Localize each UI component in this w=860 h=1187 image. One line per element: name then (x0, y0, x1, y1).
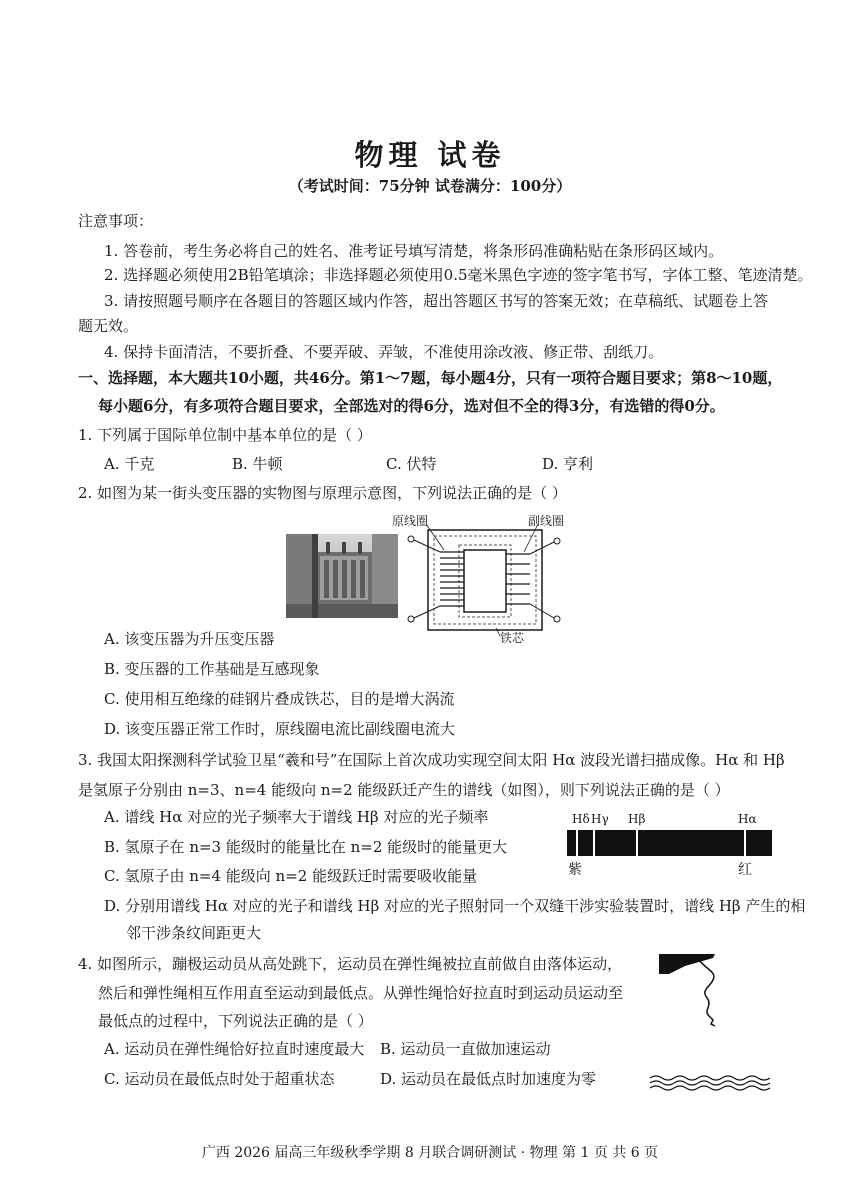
page-footer: 广西 2026 届高三年级秋季学期 8 月联合调研测试 · 物理 第 1 页 共 6 页 (201, 1145, 659, 1161)
q2-stem: 2. 如图为某一街头变压器的实物图与原理示意图，下列说法正确的是（ ） (78, 484, 567, 502)
q4-option-d[interactable]: D. 运动员在最低点时加速度为零 (380, 1070, 597, 1088)
transformer-diagram (404, 510, 574, 642)
q2-option-c[interactable]: C. 使用相互绝缘的硅钢片叠成铁芯，目的是增大涡流 (104, 690, 455, 708)
q3-option-a[interactable]: A. 谱线 Hα 对应的光子频率大于谱线 Hβ 对应的光子频率 (104, 808, 489, 826)
q4-stem-line2: 然后和弹性绳相互作用直至运动到最低点。从弹性绳恰好拉直时到运动员运动至 (98, 984, 624, 1002)
note-item-1: 1. 答卷前，考生务必将自己的姓名、准考证号填写清楚，将条形码准确粘贴在条形码区域内。 (104, 242, 724, 260)
q3-stem-line1: 3. 我国太阳探测科学试验卫星“羲和号”在国际上首次成功实现空间太阳 Hα 波段光谱扫描成像。Hα 和 Hβ (78, 751, 785, 769)
note-item-3: 3. 请按照题号顺序在各题目的答题区域内作答，超出答题区书写的答案无效；在草稿纸、试题卷上答 (104, 292, 769, 310)
h-gamma-label: Hγ (591, 812, 609, 826)
secondary-coil-label: 副线圈 (528, 514, 565, 528)
q3-stem-line2: 是氢原子分别由 n=3、n=4 能级向 n=2 能级跃迁产生的谱线（如图），则下列说法正确的是（ ） (78, 781, 730, 799)
q3-option-d-cont: 邻干涉条纹间距更大 (126, 924, 262, 942)
hydrogen-spectrum (567, 830, 772, 856)
note-item-2: 2. 选择题必须使用2B铅笔填涂；非选择题必须使用0.5毫米黑色字迹的签字笔书写，字体工整、笔迹清楚。 (104, 266, 813, 284)
note-item-3-cont: 题无效。 (78, 317, 139, 335)
q1-stem: 1. 下列属于国际单位制中基本单位的是（ ） (78, 426, 372, 444)
transformer-photo (286, 534, 398, 618)
section-heading-line2: 每小题6分，有多项符合题目要求，全部选对的得6分，选对但不全的得3分，有选错的得0分。 (98, 397, 725, 415)
q2-option-d[interactable]: D. 该变压器正常工作时，原线圈电流比副线圈电流大 (104, 720, 456, 738)
note-item-4: 4. 保持卡面清洁，不要折叠、不要弄破、弄皱，不准使用涂改液、修正带、刮纸刀。 (104, 343, 664, 361)
q4-stem-line3: 最低点的过程中，下列说法正确的是（ ） (98, 1012, 373, 1030)
h-delta-label: Hδ (572, 812, 590, 826)
h-alpha-label: Hα (738, 812, 757, 826)
q1-option-a[interactable]: A. 千克 (104, 455, 155, 473)
q1-option-d[interactable]: D. 亨利 (542, 455, 594, 473)
iron-core-label: 铁芯 (500, 631, 525, 645)
red-label: 红 (738, 862, 752, 878)
q1-option-c[interactable]: C. 伏特 (386, 455, 437, 473)
q3-option-d[interactable]: D. 分别用谱线 Hα 对应的光子和谱线 Hβ 对应的光子照射同一个双缝干涉实验装置时，谱线 Hβ 产生的相 (104, 897, 806, 915)
bungee-diagram (655, 950, 775, 1095)
q3-option-c[interactable]: C. 氢原子由 n=4 能级向 n=2 能级跃迁时需要吸收能量 (104, 867, 478, 885)
q4-option-b[interactable]: B. 运动员一直做加速运动 (380, 1040, 551, 1058)
notes-heading: 注意事项： (78, 212, 154, 230)
violet-label: 紫 (568, 862, 582, 878)
q2-option-a[interactable]: A. 该变压器为升压变压器 (104, 630, 275, 648)
q4-stem-line1: 4. 如图所示，蹦极运动员从高处跳下，运动员在弹性绳被拉直前做自由落体运动， (78, 955, 623, 973)
q1-option-b[interactable]: B. 牛顿 (232, 455, 283, 473)
exam-info: （考试时间：75分钟 试卷满分：100分） (288, 177, 572, 195)
section-heading-line1: 一、选择题，本大题共10小题，共46分。第1～7题，每小题4分，只有一项符合题目要求；第8～10题， (78, 369, 783, 387)
h-beta-label: Hβ (628, 812, 646, 826)
q3-option-b[interactable]: B. 氢原子在 n=3 能级时的能量比在 n=2 能级时的能量更大 (104, 838, 508, 856)
q4-option-c[interactable]: C. 运动员在最低点时处于超重状态 (104, 1070, 335, 1088)
page-title: 物理 试卷 (354, 138, 506, 172)
primary-coil-label: 原线圈 (392, 514, 429, 528)
q2-option-b[interactable]: B. 变压器的工作基础是互感现象 (104, 660, 320, 678)
q4-option-a[interactable]: A. 运动员在弹性绳恰好拉直时速度最大 (104, 1040, 365, 1058)
